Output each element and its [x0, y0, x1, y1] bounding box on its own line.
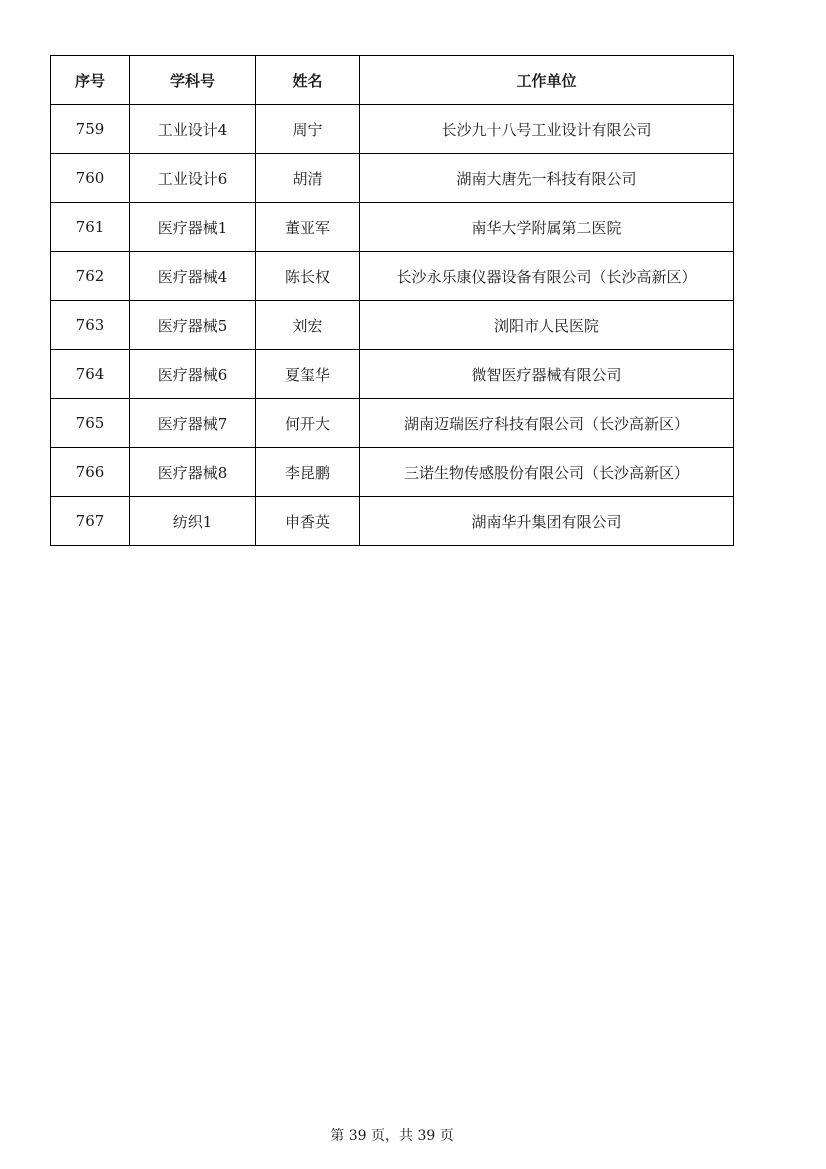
header-name: 姓名: [256, 56, 360, 105]
cell-subject: 医疗器械1: [130, 203, 256, 252]
cell-seq: 764: [51, 350, 130, 399]
cell-subject: 医疗器械6: [130, 350, 256, 399]
cell-seq: 766: [51, 448, 130, 497]
cell-subject: 医疗器械4: [130, 252, 256, 301]
cell-org: 南华大学附属第二医院: [360, 203, 734, 252]
table-row: [51, 154, 734, 203]
cell-org: 微智医疗器械有限公司: [360, 350, 734, 399]
cell-name: 李昆鹏: [256, 448, 360, 497]
table-row: [51, 497, 734, 546]
cell-subject: 医疗器械5: [130, 301, 256, 350]
cell-org: 长沙九十八号工业设计有限公司: [360, 105, 734, 154]
cell-subject: 工业设计4: [130, 105, 256, 154]
cell-org: 湖南大唐先一科技有限公司: [360, 154, 734, 203]
cell-subject: 工业设计6: [130, 154, 256, 203]
cell-name: 董亚军: [256, 203, 360, 252]
cell-name: 夏玺华: [256, 350, 360, 399]
expert-roster-table: [50, 55, 734, 546]
cell-org: 湖南华升集团有限公司: [360, 497, 734, 546]
header-subject: 学科号: [130, 56, 256, 105]
cell-subject: 纺织1: [130, 497, 256, 546]
cell-subject: 医疗器械7: [130, 399, 256, 448]
cell-seq: 759: [51, 105, 130, 154]
cell-name: 申香英: [256, 497, 360, 546]
table-row: [51, 399, 734, 448]
cell-name: 周宁: [256, 105, 360, 154]
cell-org: 湖南迈瑞医疗科技有限公司（长沙高新区）: [360, 399, 734, 448]
table-row: [51, 105, 734, 154]
cell-seq: 767: [51, 497, 130, 546]
cell-seq: 763: [51, 301, 130, 350]
cell-org: 浏阳市人民医院: [360, 301, 734, 350]
cell-seq: 760: [51, 154, 130, 203]
cell-name: 陈长权: [256, 252, 360, 301]
header-seq: 序号: [51, 56, 130, 105]
cell-seq: 762: [51, 252, 130, 301]
table-row: [51, 203, 734, 252]
table-row: [51, 448, 734, 497]
header-org: 工作单位: [360, 56, 734, 105]
page-number-footer: 第 39 页，共 39 页: [330, 1128, 454, 1144]
cell-name: 刘宏: [256, 301, 360, 350]
table-row: [51, 301, 734, 350]
table-row: [51, 252, 734, 301]
cell-seq: 761: [51, 203, 130, 252]
cell-org: 长沙永乐康仪器设备有限公司（长沙高新区）: [360, 252, 734, 301]
table-row: [51, 350, 734, 399]
cell-subject: 医疗器械8: [130, 448, 256, 497]
cell-org: 三诺生物传感股份有限公司（长沙高新区）: [360, 448, 734, 497]
cell-seq: 765: [51, 399, 130, 448]
cell-name: 胡清: [256, 154, 360, 203]
cell-name: 何开大: [256, 399, 360, 448]
table-header-row: [51, 56, 734, 105]
